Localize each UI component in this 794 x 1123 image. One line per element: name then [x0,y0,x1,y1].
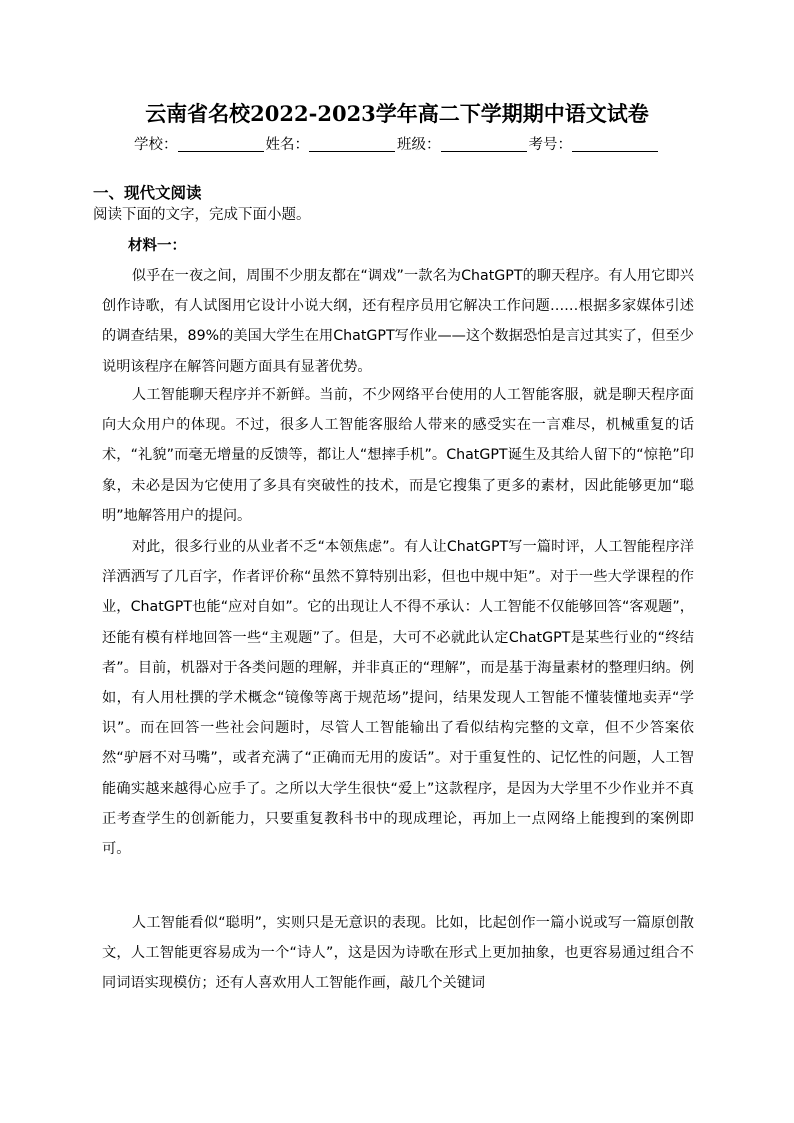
class-label: 班级： [397,137,441,153]
material-label: 材料一： [128,238,186,254]
school-blank [178,135,264,152]
paragraph: 似乎在一夜之间，周围不少朋友都在“调戏”一款名为ChatGPT的聊天程序。有人用它即兴创作诗歌，有人试图用它设计小说大纲，还有程序员用它解决工作问题……根据多家媒体引述的调查结果，89%的美国大学生在用ChatGPT写作业——这个数据恐怕是言过其实了，但至少说明该程序在解答问题方面具有显著优势。 [102,268,694,375]
paragraph: 人工智能看似“聪明”，实则只是无意识的表现。比如，比起创作一篇小说或写一篇原创散文，人工智能更容易成为一个“诗人”，这是因为诗歌在形式上更加抽象，也更容易通过组合不同词语实现模仿；还有人喜欢用人工智能作画，敲几个关键词 [102,915,694,992]
paragraph-block [102,261,694,382]
section-heading: 一、现代文阅读 [93,184,202,202]
paragraph-block [102,380,694,531]
school-label: 学校： [134,137,178,153]
class-blank [441,135,527,152]
name-label: 姓名： [265,137,309,153]
paragraph: 对此，很多行业的从业者不乏“本领焦虑”。有人让ChatGPT写一篇时评，人工智能程序洋洋洒洒写了几百字，作者评价称“虽然不算特别出彩，但也中规中矩”。对于一些大学课程的作业，ChatGPT也能“应对自如”。它的出现让人不得不承认：人工智能不仅能够回答“客观题”，还能有模有样地回答一些“主观题”了。但是，大可不必就此认定ChatGPT是某些行业的“终结者”。目前，机器对于各类问题的理解，并非真正的“理解”，而是基于海量素材的整理归纳。例如，有人用杜撰的学术概念“镜像等离于规范场”提问，结果发现人工智能不懂装懂地卖弄“学识”。而在回答一些社会问题时，尽管人工智能输出了看似结构完整的文章，但不少答案依然“驴唇不对马嘴”，或者充满了“正确而无用的废话”。对于重复性的、记忆性的问题，人工智能确实越来越得心应手了。之所以大学生很快“爱上”这款程序，是因为大学里不少作业并不真正考查学生的创新能力，只要重复教科书中的现成理论，再加上一点网络上能搜到的案例即可。 [102,539,694,858]
exam-number-label: 考号： [528,137,572,153]
exam-number-blank [572,135,658,152]
student-info-line [0,134,794,156]
name-blank [309,135,395,152]
paragraph-block [102,532,694,864]
paragraph-block [102,908,694,999]
paragraph: 人工智能聊天程序并不新鲜。当前，不少网络平台使用的人工智能客服，就是聊天程序面向大众用户的体现。不过，很多人工智能客服给人带来的感受实在一言难尽，机械重复的话术，“礼貌”而毫无增量的反馈等，都让人“想摔手机”。ChatGPT诞生及其给人留下的“惊艳”印象，未必是因为它使用了多具有突破性的技术，而是它搜集了更多的素材，因此能够更加“聪明”地解答用户的提问。 [102,387,694,524]
exam-title: 云南省名校2022-2023学年高二下学期期中语文试卷 [145,101,649,126]
reading-instruction: 阅读下面的文字，完成下面小题。 [93,207,311,223]
